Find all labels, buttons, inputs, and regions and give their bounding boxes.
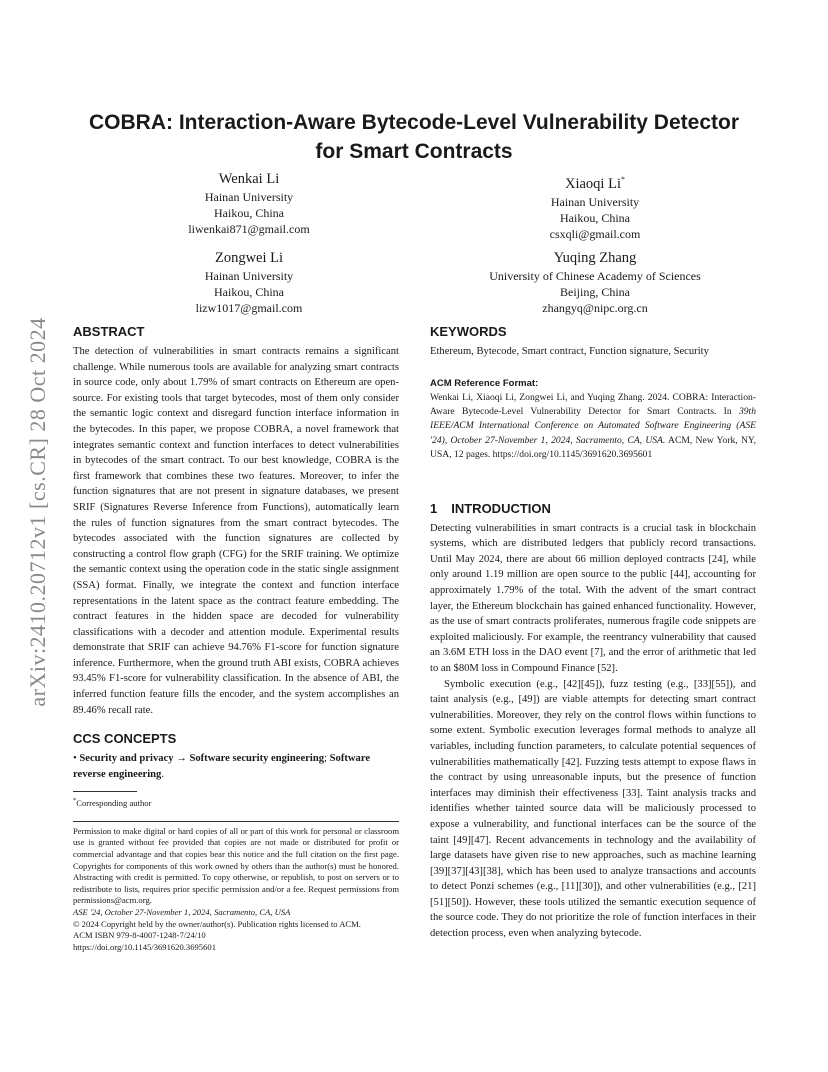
author-location: Haikou, China [560,210,630,225]
ccs-arrow: → [176,753,187,765]
footnote-mark: * [73,797,77,805]
paper-title: COBRA: Interaction-Aware Bytecode-Level Vulnerability Detector for Smart Contracts [89,111,739,163]
author-name: Xiaoqi Li [565,175,621,192]
abstract-text: The detection of vulnerabilities in smart contracts remains a significant challenge. While numerous tools are available for analyzing smart contracts in source code, only about 1.79% of smart contracts on Ethereum are open-source. For existing tools that target bytecodes, most of them only consider the semantic logic context and disregard function interface information in the bytecodes. In this paper, we propose COBRA, a novel framework that integrates semantic context and function interfaces to detect vulnerabilities in bytecodes of the smart contract. To our best knowledge, COBRA is the first framework that combines these two features. Moreover, to infer the function signatures that are not present in signature databases, we present SRIF (Signatures Reverse Inference from Functions), automatically learn the rules of function signatures from the smart contract bytecodes. The bytecodes associated with the function signatures are collected by constructing a control flow graph (CFG) for the SRIF training. We optimize the semantic context using the operation code in the static single assignment (SSA) format. Finally, we integrate the context and function interface representations in the latent space as the contract feature embedding. The contract features in the hidden space are decoded for vulnerability classifications with a decoder and attention module. Experimental results demonstrate that SRIF can achieve 94.76% F1-score for function signature inference. Furthermore, when the ground truth ABI exists, COBRA achieves 93.45% F1-score for vulnerability classification. In the absence of ABI, the inferred function feature fills the encoder, and the system accomplishes an 89.46% recall rate. [73,346,399,716]
author-affiliation: University of Chinese Academy of Sciences [489,269,701,283]
ccs-concepts [73,751,399,782]
author-block-2 [460,170,730,242]
author-block-1 [140,170,358,237]
keywords-text: Ethereum, Bytecode, Smart contract, Function signature, Security [430,346,709,357]
author-name: Zongwei Li [214,250,284,266]
author-name: Wenkai Li [218,171,280,187]
arxiv-stamp-text: arXiv:2410.20712v1 [cs.CR] 28 Oct 2024 [25,317,50,707]
ccs-end: . [161,768,165,780]
permission-rule [73,821,399,822]
author-affiliation: Hainan University [204,190,294,204]
footnote [73,795,399,809]
acm-ref-authors: Wenkai Li, Xiaoqi Li, Zongwei Li, and Yuqing Zhang. 2024. COBRA: Interaction-Aware Bytecode-Level Vulnerability Detector for Smart Contracts. In [430,391,756,417]
author-affiliation: Hainan University [204,269,294,283]
author-block-3 [140,249,358,316]
permission-copyright: © 2024 Copyright held by the owner/author(s). Publication rights licensed to ACM. [73,918,361,929]
permission-doi: https://doi.org/10.1145/3691620.3695601 [73,941,216,952]
author-email: liwenkai871@gmail.com [188,222,310,236]
intro-number: 1 [430,500,438,516]
intro-body [430,521,756,942]
author-name: Yuqing Zhang [553,250,637,266]
ccs-concept: Security and privacy [79,753,174,765]
permission-isbn: ACM ISBN 979-8-4007-1248-7/24/10 [73,930,206,941]
ccs-sub-1: Software security engineering [189,753,325,765]
acm-ref-venue: 39th IEEE/ACM International Conference on Automated Software Engineering (ASE '24), October 27-November 1, 2024, Sacramento, CA, USA. [430,406,756,446]
intro-paragraph-1: Detecting vulnerabilities in smart contracts is a crucial task in blockchain systems, which are distributed ledgers that publicly record transactions. Until May 2024, there are about 66 million deployed contracts [24], while only around 1.19 million are open source to the public [44], accounting for approximately 1.79% of the total. With the advent of the smart contract layer, the Ethereum blockchain has gained enhanced functionality. However, as the use of smart contracts proliferates, numerous fragile code snippets are exploited maliciously. For example, the reentrancy vulnerability that caused an 3.6M ETH loss in the DAO event [7], and the error of arithmetic that led to an $80M loss in Compound Finance [52]. [430,522,756,674]
author-location: Haikou, China [214,285,284,299]
author-email: zhangyq@nipc.org.cn [542,301,648,315]
permission-venue: ASE '24, October 27-November 1, 2024, Sacramento, CA, USA [73,907,291,918]
abstract-heading: ABSTRACT [73,324,145,339]
author-email: csxqli@gmail.com [549,226,641,241]
acm-ref-text [430,391,756,463]
corresponding-mark: * [620,175,625,184]
author-block-4 [440,249,750,316]
abstract-body [73,344,399,718]
right-column [430,324,756,942]
left-column [73,324,399,953]
intro-title: INTRODUCTION [451,500,551,516]
intro-paragraph-2: Symbolic execution (e.g., [42][45]), fuzz testing (e.g., [33][55]), and taint analysis (e.g., [49]) are viable attempts for detecting smart contract vulnerabilities. Moreover, they rely on the control flows within functions to some extent. Symbolic execution leverages formal methods to analyze all variables, including function parameters, to calculate potential sequences of vulnerabilities mathematically [42]. Fuzzing tests attempt to expose flaws in the contract by using unreasonable inputs, but the presence of function interfaces may diminish their effectiveness [33]. Taint analysis tracks and identifies whether tainted source data will be maliciously processed to expose a vulnerability, and functional interfaces can be the source of the taint [49][47]. Recent advancements in technology and the availability of large datasets have given rise to new approaches, such as machine learning [39][37][43][38], which has been used to analyze transactions and accounts to detect Ponzi schemes (e.g., [11][30]), and other vulnerabilities (e.g., [21][51][50]). However, these tools utilized the semantic execution sequence of the source code. They do not prioritize the role of function interfaces in their detection process, even when analyzing bytecode. [430,678,756,940]
footnote-text: Corresponding author [76,798,152,809]
ccs-bullet: • [73,753,77,765]
author-location: Beijing, China [560,285,630,299]
ccs-sub-2: Software reverse engineering [73,753,371,780]
author-email: lizw1017@gmail.com [195,301,303,315]
acm-ref-publisher: ACM, New York, NY, USA, 12 pages. https://doi.org/10.1145/3691620.3695601 [430,434,756,461]
author-affiliation: Hainan University [550,194,640,209]
footnote-rule [73,791,137,792]
ccs-heading: CCS CONCEPTS [73,731,177,747]
permission-block [73,826,399,954]
ccs-separator: ; [324,753,327,765]
keywords-heading: KEYWORDS [430,324,507,339]
intro-heading [430,501,756,516]
permission-text: Permission to make digital or hard copies of all or part of this work for personal or classroom use is granted without fee provided that copies are not made or distributed for profit or commercial advantage and that copies bear this notice and the full citation on the first page. Copyrights for components of this work owned by others than the author(s) must be honored. Abstracting with credit is permitted. To copy otherwise, or republish, to post on servers or to redistribute to lists, requires prior specific permission and/or a fee. Request permissions from permissions@acm.org. [73,825,399,906]
author-location: Haikou, China [214,206,284,220]
acm-ref-heading: ACM Reference Format: [430,377,539,389]
